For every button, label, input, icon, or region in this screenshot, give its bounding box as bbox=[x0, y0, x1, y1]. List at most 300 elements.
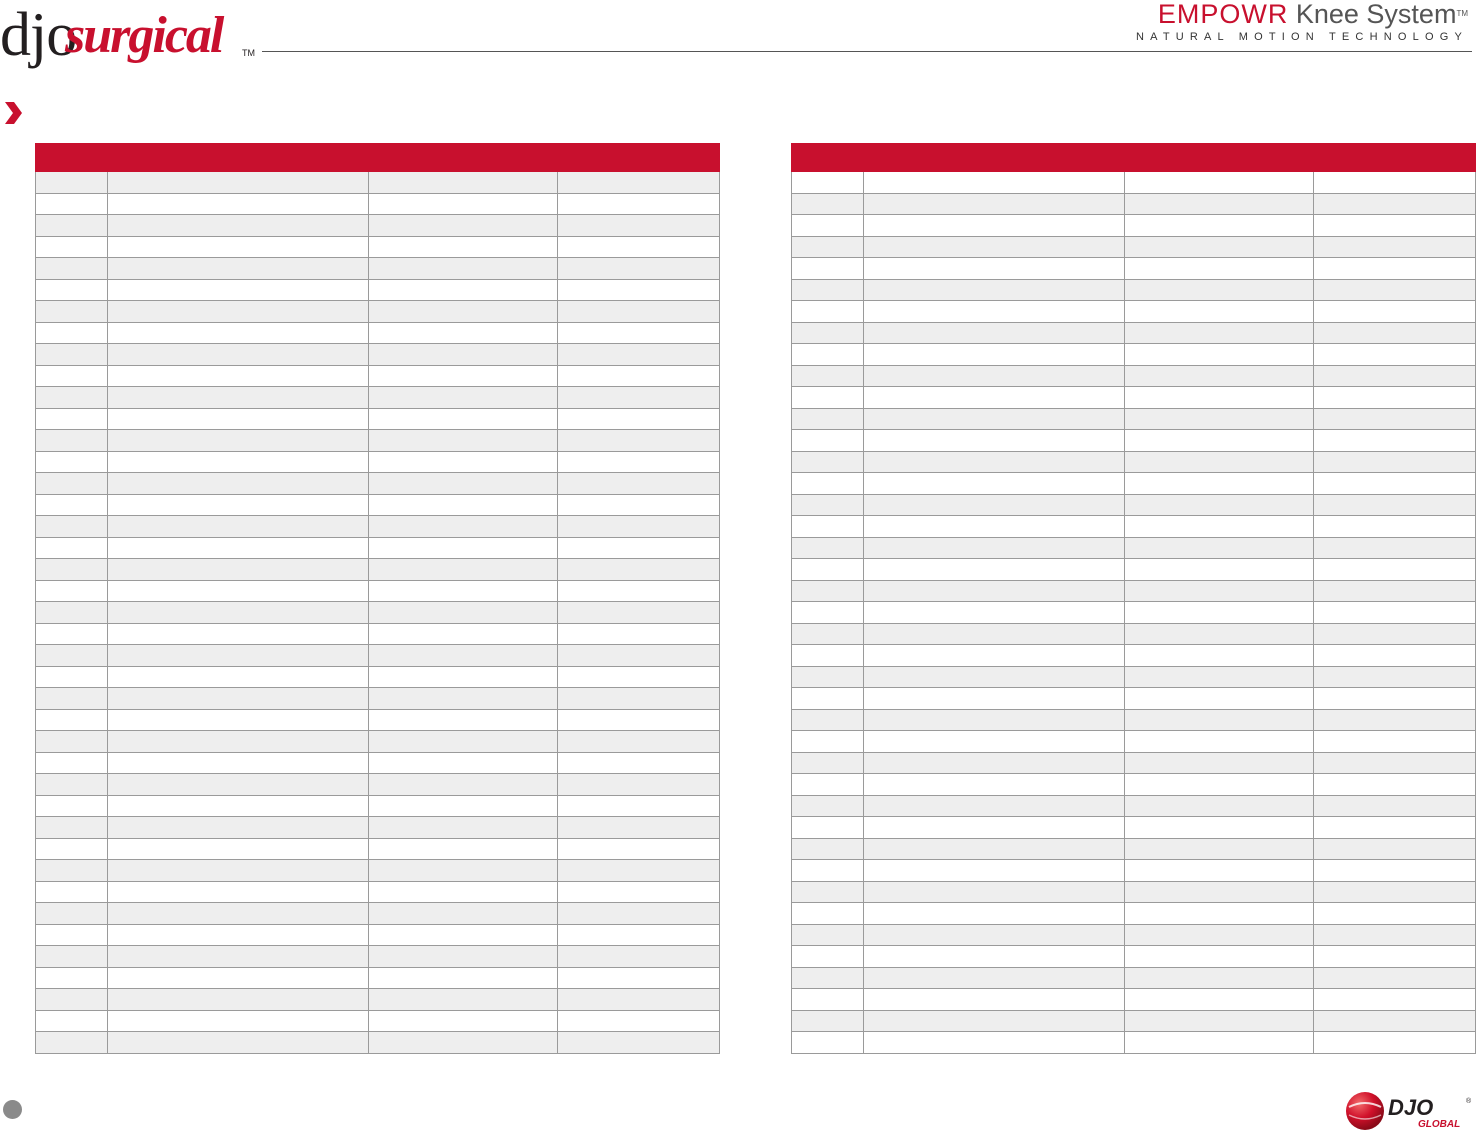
table-cell bbox=[369, 516, 558, 538]
table-cell bbox=[792, 172, 864, 194]
table-row bbox=[36, 967, 720, 989]
table-row bbox=[792, 387, 1476, 409]
table-cell bbox=[369, 494, 558, 516]
table-cell bbox=[864, 580, 1125, 602]
table-cell bbox=[1314, 322, 1476, 344]
table-row bbox=[792, 1032, 1476, 1054]
table-cell bbox=[36, 731, 108, 753]
table-cell bbox=[36, 688, 108, 710]
table-cell bbox=[369, 645, 558, 667]
table-cell bbox=[1314, 881, 1476, 903]
table-cell bbox=[36, 795, 108, 817]
table-row bbox=[36, 946, 720, 968]
header-cell bbox=[1125, 144, 1314, 172]
table-cell bbox=[1314, 494, 1476, 516]
table-row bbox=[792, 838, 1476, 860]
table-cell bbox=[864, 215, 1125, 237]
table-cell bbox=[36, 860, 108, 882]
table-cell bbox=[792, 623, 864, 645]
logo-djo-label: DJO bbox=[1388, 1095, 1434, 1120]
table-cell bbox=[108, 838, 369, 860]
table-cell bbox=[864, 279, 1125, 301]
table-row bbox=[792, 322, 1476, 344]
table-cell bbox=[864, 602, 1125, 624]
table-row bbox=[36, 688, 720, 710]
table-cell bbox=[792, 666, 864, 688]
table-row bbox=[36, 172, 720, 194]
table-cell bbox=[36, 967, 108, 989]
table-cell bbox=[369, 430, 558, 452]
table-cell bbox=[558, 1032, 720, 1054]
table-cell bbox=[864, 924, 1125, 946]
table-cell bbox=[369, 946, 558, 968]
table-cell bbox=[558, 408, 720, 430]
table-row bbox=[792, 344, 1476, 366]
table-cell bbox=[792, 215, 864, 237]
table-cell bbox=[558, 537, 720, 559]
table-row bbox=[792, 236, 1476, 258]
table-cell bbox=[1125, 279, 1314, 301]
table-row bbox=[792, 451, 1476, 473]
table-cell bbox=[558, 623, 720, 645]
table-cell bbox=[36, 516, 108, 538]
table-row bbox=[36, 645, 720, 667]
table-row bbox=[36, 752, 720, 774]
table-cell bbox=[558, 365, 720, 387]
table-cell bbox=[369, 817, 558, 839]
table-cell bbox=[1125, 688, 1314, 710]
table-cell bbox=[36, 537, 108, 559]
table-row bbox=[36, 731, 720, 753]
table-cell bbox=[1314, 301, 1476, 323]
table-cell bbox=[864, 451, 1125, 473]
table-cell bbox=[792, 709, 864, 731]
table-cell bbox=[369, 752, 558, 774]
table-cell bbox=[1125, 989, 1314, 1011]
table-cell bbox=[1125, 645, 1314, 667]
table-cell bbox=[108, 623, 369, 645]
table-cell bbox=[864, 494, 1125, 516]
table-cell bbox=[1314, 1032, 1476, 1054]
table-row bbox=[36, 451, 720, 473]
table-cell bbox=[1314, 344, 1476, 366]
table-row bbox=[792, 408, 1476, 430]
table-row bbox=[36, 215, 720, 237]
table-cell bbox=[792, 365, 864, 387]
table-cell bbox=[369, 967, 558, 989]
table-cell bbox=[108, 172, 369, 194]
table-cell bbox=[1314, 645, 1476, 667]
table-cell bbox=[558, 451, 720, 473]
table-row bbox=[792, 279, 1476, 301]
table-cell bbox=[864, 537, 1125, 559]
table-cell bbox=[558, 709, 720, 731]
header-cell bbox=[558, 144, 720, 172]
table-cell bbox=[1314, 924, 1476, 946]
table-cell bbox=[108, 430, 369, 452]
table-cell bbox=[369, 301, 558, 323]
table-cell bbox=[36, 494, 108, 516]
table-cell bbox=[108, 408, 369, 430]
product-name-rest: Knee System bbox=[1288, 0, 1457, 29]
table-cell bbox=[36, 946, 108, 968]
table-cell bbox=[369, 602, 558, 624]
table-cell bbox=[792, 752, 864, 774]
table-cell bbox=[864, 688, 1125, 710]
table-row bbox=[792, 688, 1476, 710]
page-marker-dot bbox=[3, 1100, 22, 1119]
table-cell bbox=[369, 774, 558, 796]
table-row bbox=[792, 903, 1476, 925]
table-row bbox=[36, 817, 720, 839]
table-cell bbox=[36, 365, 108, 387]
table-row bbox=[792, 258, 1476, 280]
table-cell bbox=[1314, 838, 1476, 860]
table-cell bbox=[864, 946, 1125, 968]
table-cell bbox=[108, 344, 369, 366]
table-cell bbox=[108, 322, 369, 344]
table-cell bbox=[36, 645, 108, 667]
table-cell bbox=[369, 903, 558, 925]
table-cell bbox=[36, 580, 108, 602]
table-cell bbox=[369, 258, 558, 280]
table-cell bbox=[558, 473, 720, 495]
table-cell bbox=[792, 795, 864, 817]
table-row bbox=[792, 215, 1476, 237]
table-cell bbox=[558, 666, 720, 688]
table-cell bbox=[792, 451, 864, 473]
table-cell bbox=[369, 387, 558, 409]
table-cell bbox=[792, 236, 864, 258]
table-cell bbox=[1314, 774, 1476, 796]
table-cell bbox=[36, 172, 108, 194]
table-cell bbox=[1125, 516, 1314, 538]
table-cell bbox=[558, 494, 720, 516]
table-cell bbox=[792, 903, 864, 925]
table-row bbox=[36, 344, 720, 366]
table-row bbox=[36, 258, 720, 280]
table-row bbox=[792, 430, 1476, 452]
table-row bbox=[792, 516, 1476, 538]
table-cell bbox=[1314, 451, 1476, 473]
table-cell bbox=[1314, 408, 1476, 430]
table-cell bbox=[369, 924, 558, 946]
table-cell bbox=[864, 967, 1125, 989]
right-table bbox=[791, 143, 1476, 1054]
table-cell bbox=[1125, 774, 1314, 796]
table-row bbox=[36, 860, 720, 882]
header-cell bbox=[369, 144, 558, 172]
table-cell bbox=[1314, 795, 1476, 817]
table-cell bbox=[864, 752, 1125, 774]
table-cell bbox=[792, 430, 864, 452]
table-row bbox=[792, 193, 1476, 215]
table-cell bbox=[1125, 666, 1314, 688]
table-cell bbox=[1314, 903, 1476, 925]
table-cell bbox=[1314, 731, 1476, 753]
table-cell bbox=[1125, 387, 1314, 409]
table-cell bbox=[1125, 430, 1314, 452]
table-cell bbox=[558, 559, 720, 581]
table-cell bbox=[864, 172, 1125, 194]
table-cell bbox=[864, 387, 1125, 409]
product-trademark: TM bbox=[1456, 9, 1468, 18]
table-row bbox=[36, 322, 720, 344]
table-cell bbox=[558, 215, 720, 237]
table-cell bbox=[369, 344, 558, 366]
table-cell bbox=[792, 688, 864, 710]
table-cell bbox=[369, 709, 558, 731]
table-cell bbox=[864, 795, 1125, 817]
table-cell bbox=[1125, 795, 1314, 817]
table-cell bbox=[864, 559, 1125, 581]
table-cell bbox=[1314, 967, 1476, 989]
table-row bbox=[36, 387, 720, 409]
table-cell bbox=[36, 602, 108, 624]
table-cell bbox=[1314, 666, 1476, 688]
table-cell bbox=[1314, 387, 1476, 409]
table-cell bbox=[369, 537, 558, 559]
table-cell bbox=[558, 881, 720, 903]
table-cell bbox=[792, 537, 864, 559]
table-cell bbox=[1125, 473, 1314, 495]
table-cell bbox=[108, 580, 369, 602]
table-row bbox=[792, 473, 1476, 495]
table-cell bbox=[1125, 946, 1314, 968]
table-cell bbox=[792, 322, 864, 344]
table-cell bbox=[369, 193, 558, 215]
table-cell bbox=[558, 860, 720, 882]
table-cell bbox=[1125, 322, 1314, 344]
table-cell bbox=[1314, 279, 1476, 301]
left-table bbox=[35, 143, 720, 1054]
table-cell bbox=[1314, 193, 1476, 215]
table-cell bbox=[864, 731, 1125, 753]
logo-global-label: GLOBAL bbox=[1418, 1119, 1461, 1130]
table-cell bbox=[558, 387, 720, 409]
table-row bbox=[36, 408, 720, 430]
table-cell bbox=[1314, 258, 1476, 280]
table-cell bbox=[558, 946, 720, 968]
table-cell bbox=[36, 408, 108, 430]
table-cell bbox=[792, 193, 864, 215]
table-cell bbox=[36, 989, 108, 1011]
table-cell bbox=[1125, 451, 1314, 473]
table-cell bbox=[1125, 236, 1314, 258]
table-cell bbox=[36, 881, 108, 903]
table-cell bbox=[1314, 215, 1476, 237]
table-cell bbox=[1314, 709, 1476, 731]
right-table-header bbox=[792, 144, 1476, 172]
table-cell bbox=[864, 516, 1125, 538]
table-cell bbox=[108, 473, 369, 495]
table-cell bbox=[1125, 752, 1314, 774]
table-cell bbox=[864, 344, 1125, 366]
table-row bbox=[36, 838, 720, 860]
logo-djo-text: djo bbox=[0, 1, 77, 69]
table-cell bbox=[108, 215, 369, 237]
table-cell bbox=[369, 688, 558, 710]
table-cell bbox=[792, 344, 864, 366]
table-cell bbox=[1125, 602, 1314, 624]
table-cell bbox=[369, 795, 558, 817]
table-row bbox=[792, 731, 1476, 753]
table-row bbox=[792, 946, 1476, 968]
table-cell bbox=[558, 795, 720, 817]
table-cell bbox=[558, 172, 720, 194]
table-cell bbox=[1125, 903, 1314, 925]
table-cell bbox=[36, 817, 108, 839]
table-cell bbox=[108, 924, 369, 946]
right-table-body bbox=[792, 172, 1476, 1054]
table-cell bbox=[864, 838, 1125, 860]
table-row bbox=[792, 494, 1476, 516]
table-cell bbox=[369, 1032, 558, 1054]
table-cell bbox=[108, 645, 369, 667]
table-row bbox=[36, 989, 720, 1011]
left-table-header bbox=[36, 144, 720, 172]
header-cell bbox=[1314, 144, 1476, 172]
table-cell bbox=[1314, 559, 1476, 581]
table-row bbox=[792, 666, 1476, 688]
table-row bbox=[36, 903, 720, 925]
table-cell bbox=[864, 989, 1125, 1011]
table-cell bbox=[1125, 301, 1314, 323]
table-row bbox=[36, 365, 720, 387]
table-cell bbox=[369, 989, 558, 1011]
table-row bbox=[792, 967, 1476, 989]
table-cell bbox=[369, 408, 558, 430]
table-cell bbox=[1125, 838, 1314, 860]
table-cell bbox=[36, 430, 108, 452]
table-cell bbox=[369, 559, 558, 581]
table-cell bbox=[108, 817, 369, 839]
table-cell bbox=[792, 731, 864, 753]
table-row bbox=[36, 430, 720, 452]
table-cell bbox=[792, 946, 864, 968]
table-row bbox=[36, 924, 720, 946]
table-cell bbox=[864, 258, 1125, 280]
table-cell bbox=[1125, 172, 1314, 194]
table-row bbox=[36, 473, 720, 495]
table-cell bbox=[36, 559, 108, 581]
table-cell bbox=[36, 193, 108, 215]
table-cell bbox=[864, 193, 1125, 215]
table-row bbox=[792, 559, 1476, 581]
table-cell bbox=[1125, 967, 1314, 989]
table-cell bbox=[36, 301, 108, 323]
table-cell bbox=[36, 451, 108, 473]
table-row bbox=[792, 924, 1476, 946]
table-cell bbox=[1125, 537, 1314, 559]
table-cell bbox=[1314, 623, 1476, 645]
table-cell bbox=[108, 559, 369, 581]
table-cell bbox=[1314, 365, 1476, 387]
table-cell bbox=[36, 903, 108, 925]
table-cell bbox=[864, 623, 1125, 645]
table-cell bbox=[792, 580, 864, 602]
table-cell bbox=[1314, 688, 1476, 710]
table-cell bbox=[558, 774, 720, 796]
table-cell bbox=[792, 1010, 864, 1032]
table-row bbox=[36, 537, 720, 559]
table-cell bbox=[1125, 623, 1314, 645]
djo-global-logo bbox=[1344, 1089, 1474, 1131]
table-cell bbox=[558, 193, 720, 215]
header-divider bbox=[262, 51, 1472, 52]
table-row bbox=[36, 602, 720, 624]
table-cell bbox=[108, 258, 369, 280]
table-row bbox=[36, 559, 720, 581]
table-cell bbox=[36, 774, 108, 796]
table-cell bbox=[108, 709, 369, 731]
table-cell bbox=[558, 279, 720, 301]
table-cell bbox=[558, 838, 720, 860]
table-cell bbox=[864, 903, 1125, 925]
table-cell bbox=[369, 1010, 558, 1032]
table-cell bbox=[369, 838, 558, 860]
table-cell bbox=[36, 752, 108, 774]
table-cell bbox=[864, 408, 1125, 430]
table-cell bbox=[108, 451, 369, 473]
table-cell bbox=[558, 989, 720, 1011]
table-cell bbox=[108, 365, 369, 387]
table-cell bbox=[108, 537, 369, 559]
globe-icon bbox=[1346, 1092, 1384, 1130]
table-cell bbox=[1125, 494, 1314, 516]
table-cell bbox=[36, 387, 108, 409]
table-cell bbox=[558, 602, 720, 624]
table-cell bbox=[792, 301, 864, 323]
logo-trademark: TM bbox=[242, 48, 255, 58]
table-cell bbox=[792, 473, 864, 495]
product-tagline: NATURAL MOTION TECHNOLOGY bbox=[1135, 31, 1468, 43]
chevron-right-icon bbox=[2, 100, 24, 126]
table-cell bbox=[36, 709, 108, 731]
table-cell bbox=[1314, 817, 1476, 839]
table-cell bbox=[792, 817, 864, 839]
table-row bbox=[792, 989, 1476, 1011]
table-row bbox=[792, 774, 1476, 796]
table-row bbox=[792, 645, 1476, 667]
table-cell bbox=[864, 709, 1125, 731]
table-cell bbox=[558, 645, 720, 667]
table-cell bbox=[864, 301, 1125, 323]
table-cell bbox=[792, 924, 864, 946]
product-name-bold: EMPOWR bbox=[1157, 0, 1289, 29]
table-cell bbox=[369, 666, 558, 688]
table-cell bbox=[1125, 193, 1314, 215]
table-cell bbox=[1314, 752, 1476, 774]
product-title bbox=[1136, 0, 1468, 43]
table-cell bbox=[1125, 924, 1314, 946]
table-row bbox=[36, 774, 720, 796]
table-cell bbox=[1125, 881, 1314, 903]
table-cell bbox=[1314, 580, 1476, 602]
table-cell bbox=[108, 236, 369, 258]
table-cell bbox=[1314, 430, 1476, 452]
table-row bbox=[792, 752, 1476, 774]
table-cell bbox=[792, 989, 864, 1011]
table-cell bbox=[864, 430, 1125, 452]
table-cell bbox=[1125, 365, 1314, 387]
table-cell bbox=[369, 731, 558, 753]
table-cell bbox=[1125, 580, 1314, 602]
table-row bbox=[792, 709, 1476, 731]
table-cell bbox=[1314, 989, 1476, 1011]
table-cell bbox=[792, 559, 864, 581]
table-row bbox=[36, 881, 720, 903]
